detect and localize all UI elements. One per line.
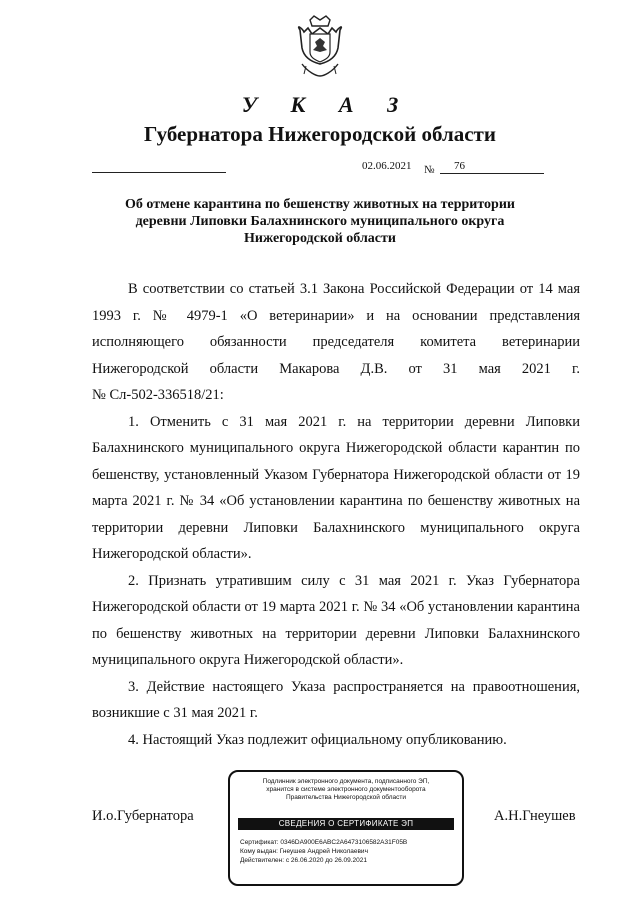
stamp-header-line: Подлинник электронного документа, подписанного ЭП,	[262, 778, 430, 785]
number-rule	[440, 160, 544, 174]
signatory-position: И.о.Губернатора	[92, 808, 194, 824]
clause-1: 1. Отменить с 31 мая 2021 г. на территории деревни Липовки Балахнинского муниципального округа Нижегородской области карантин по бешенству, установленный Указом Губернатора Нижегородской области от 19 марта 2021 г. № 34 «Об установлении карантина по бешенству животных на территории деревни Липовки Балахнинского муниципального округа Нижегородской области».	[92, 413, 580, 562]
issuer-heading: Губернатора Нижегородской области	[144, 122, 496, 146]
document-date: 02.06.2021	[362, 160, 412, 172]
document-title	[110, 196, 530, 247]
certificate-serial: Сертификат: 0346DA900E6ABC2A6473106582A31F05B	[240, 839, 408, 846]
title-line: Нижегородской области	[244, 231, 396, 246]
certificate-details	[240, 838, 456, 865]
intro-paragraph: В соответствии со статьей 3.1 Закона Российской Федерации от 14 мая 1993 г. № 4979-1 «О ветеринарии» и на основании представления исполняющего обязанности председателя комитета ветеринарии Нижегородской области Макарова Д.В. от 31 мая 2021 г.	[92, 281, 580, 377]
document-number: 76	[454, 160, 465, 172]
title-line: Об отмене карантина по бешенству животных на территории	[125, 197, 515, 212]
stamp-header	[236, 778, 456, 802]
clause-2: 2. Признать утратившим силу с 31 мая 2021 г. Указ Губернатора Нижегородской области от 19 марта 2021 г. № 34 «Об установлении карантина по бешенству животных на территории деревни Липовки Балахнинского муниципального округа Нижегородской области».	[92, 572, 580, 668]
certificate-info-bar: СВЕДЕНИЯ О СЕРТИФИКАТЕ ЭП	[238, 818, 454, 830]
clause-3: 3. Действие настоящего Указа распространяется на правоотношения, возникшие с 31 мая 2021 г.	[92, 678, 580, 721]
document-body	[92, 276, 580, 753]
intro-paragraph-tail: № Сл-502-336518/21:	[92, 387, 224, 403]
electronic-signature-stamp	[228, 770, 464, 886]
coat-of-arms-icon	[294, 14, 346, 80]
signatory-name: А.Н.Гнеушев	[494, 808, 576, 824]
document-type-heading: У К А З	[241, 92, 413, 117]
stamp-header-line: Правительства Нижегородской области	[285, 794, 407, 801]
number-sign: №	[424, 164, 435, 176]
certificate-validity: Действителен: с 26.06.2020 до 26.09.2021	[240, 857, 368, 864]
certificate-owner: Кому выдан: Гнеушев Андрей Николаевич	[240, 848, 368, 855]
title-line: деревни Липовки Балахнинского муниципального округа	[135, 214, 505, 229]
stamp-header-line: хранится в системе электронного документооборота	[266, 786, 426, 793]
clause-4: 4. Настоящий Указ подлежит официальному опубликованию.	[128, 731, 507, 748]
